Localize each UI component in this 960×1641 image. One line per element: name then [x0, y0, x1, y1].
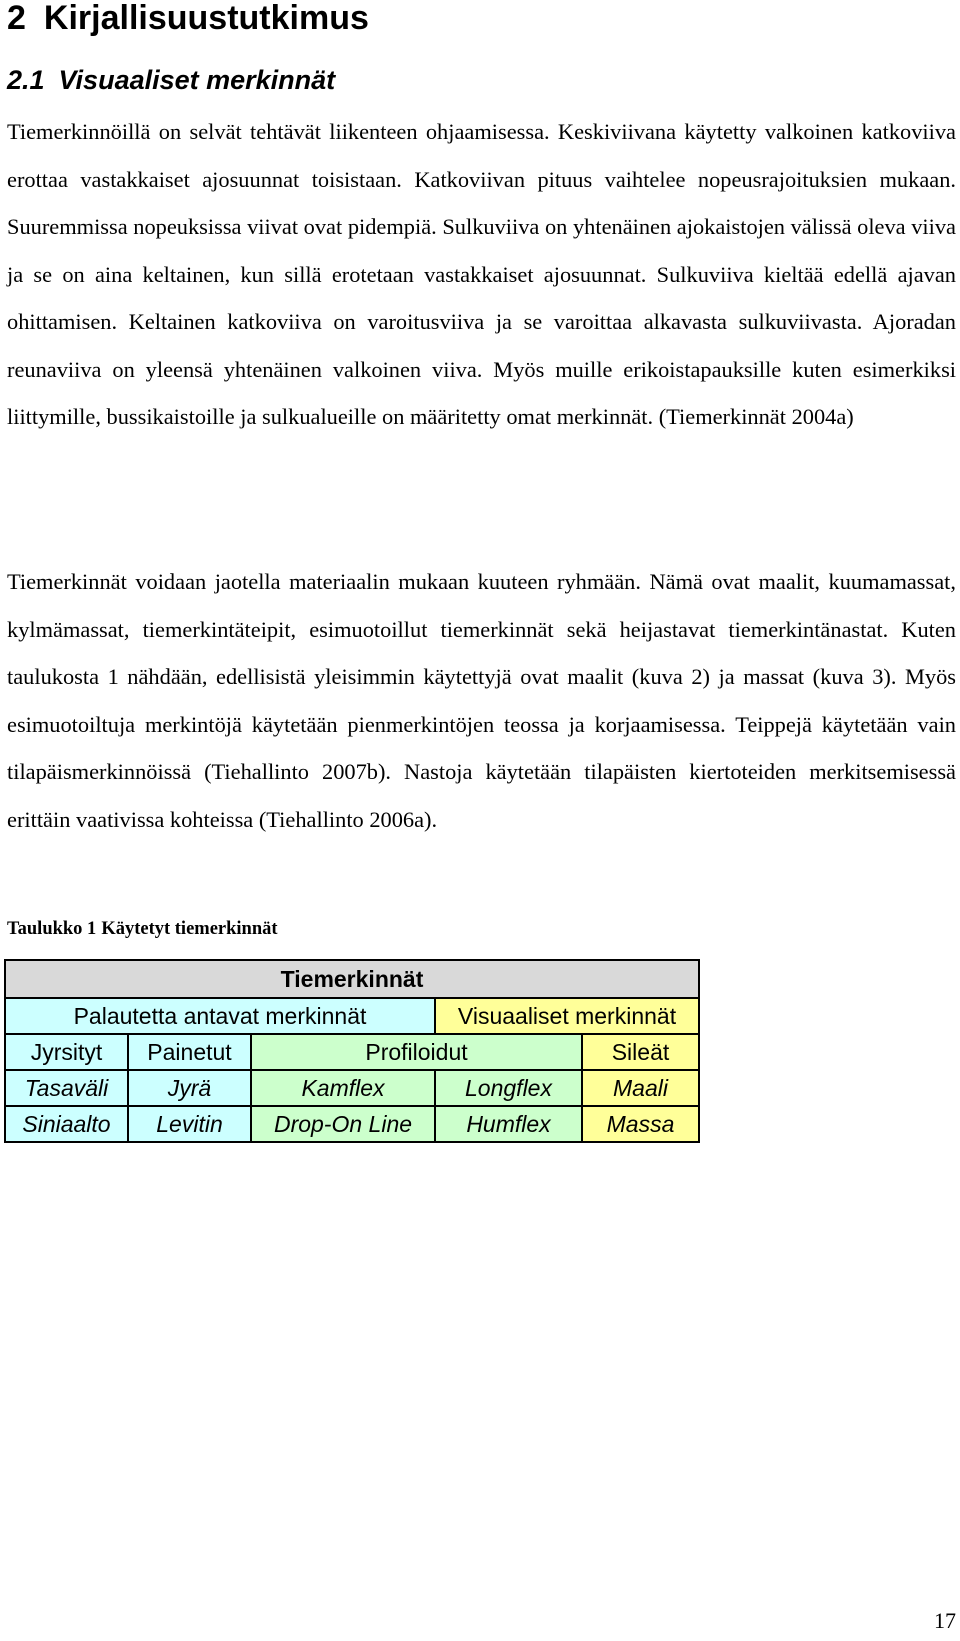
- table-cell: Drop-On Line: [251, 1106, 435, 1142]
- table-row: [5, 1070, 699, 1106]
- road-markings-table: [4, 959, 700, 1143]
- table-caption-text: Käytetyt tiemerkinnät: [101, 919, 278, 939]
- table-caption-number: Taulukko 1: [7, 919, 97, 939]
- table-caption: [7, 917, 278, 941]
- section-title: Visuaaliset merkinnät: [58, 65, 336, 95]
- chapter-number: 2: [7, 0, 26, 37]
- table-cell: Jyrä: [128, 1070, 251, 1106]
- chapter-heading: [7, 0, 369, 40]
- table-row: [5, 1106, 699, 1142]
- body-paragraph-1: Tiemerkinnöillä on selvät tehtävät liikenteen ohjaamisessa. Keskiviivana käytetty valkoinen katkoviiva erottaa vastakkaiset ajosuunnat toisistaan. Katkoviivan pituus vaihtelee nopeusrajoituksien mukaan. Suuremmissa nopeuksissa viivat ovat pidempiä. Sulkuviiva on yhtenäinen ajokaistojen välissä oleva viiva ja se on aina keltainen, kun sillä erotetaan vastakkaiset ajosuunnat. Sulkuviiva kieltää edellä ajavan ohittamisen. Keltainen katkoviiva on varoitusviiva ja se varoittaa alkavasta sulkuviivasta. Ajoradan reunaviiva on yleensä yhtenäinen valkoinen viiva. Myös muille erikoistapauksille kuten esimerkiksi liittymille, bussikaistoille ja sulkualueille on määritetty omat merkinnät. (Tiemerkinnät 2004a): [7, 119, 956, 429]
- table-cell: Levitin: [128, 1106, 251, 1142]
- body-paragraph-2: Tiemerkinnät voidaan jaotella materiaalin mukaan kuuteen ryhmään. Nämä ovat maalit, kuumamassat, kylmämassat, tiemerkintäteipit, esimuotoillut tiemerkinnät sekä heijastavat tiemerkintänastat. Kuten taulukosta 1 nähdään, edellisistä yleisimmin käytettyjä ovat maalit (kuva 2) ja massat (kuva 3). Myös esimuotoiltuja merkintöjä käytetään pienmerkintöjen teossa ja korjaamisessa. Teippejä käytetään vain tilapäismerkinnöissä (Tiehallinto 2007b). Nastoja käytetään tilapäisten kiertoteiden merkitsemisessä erittäin vaativissa kohteissa (Tiehallinto 2006a).: [7, 569, 956, 832]
- table-cell: Siniaalto: [5, 1106, 128, 1142]
- group-visual-cell: Visuaaliset merkinnät: [435, 998, 699, 1034]
- table-cell: Tasaväli: [5, 1070, 128, 1106]
- category-milled-cell: Jyrsityt: [5, 1034, 128, 1070]
- table-group-row: [5, 998, 699, 1034]
- table-cell: Massa: [582, 1106, 699, 1142]
- table-category-row: [5, 1034, 699, 1070]
- category-smooth-cell: Sileät: [582, 1034, 699, 1070]
- group-feedback-cell: Palautetta antavat merkinnät: [5, 998, 435, 1034]
- section-heading: [7, 62, 335, 98]
- table-title-cell: Tiemerkinnät: [5, 960, 699, 998]
- table-cell: Humflex: [435, 1106, 582, 1142]
- chapter-title: Kirjallisuustutkimus: [43, 0, 369, 37]
- section-number: 2.1: [7, 65, 45, 95]
- table-cell: Kamflex: [251, 1070, 435, 1106]
- category-pressed-cell: Painetut: [128, 1034, 251, 1070]
- table-cell: Maali: [582, 1070, 699, 1106]
- category-profiled-cell: Profiloidut: [251, 1034, 582, 1070]
- table-title-row: [5, 960, 699, 998]
- page-number: 17: [934, 1608, 956, 1633]
- table-cell: Longflex: [435, 1070, 582, 1106]
